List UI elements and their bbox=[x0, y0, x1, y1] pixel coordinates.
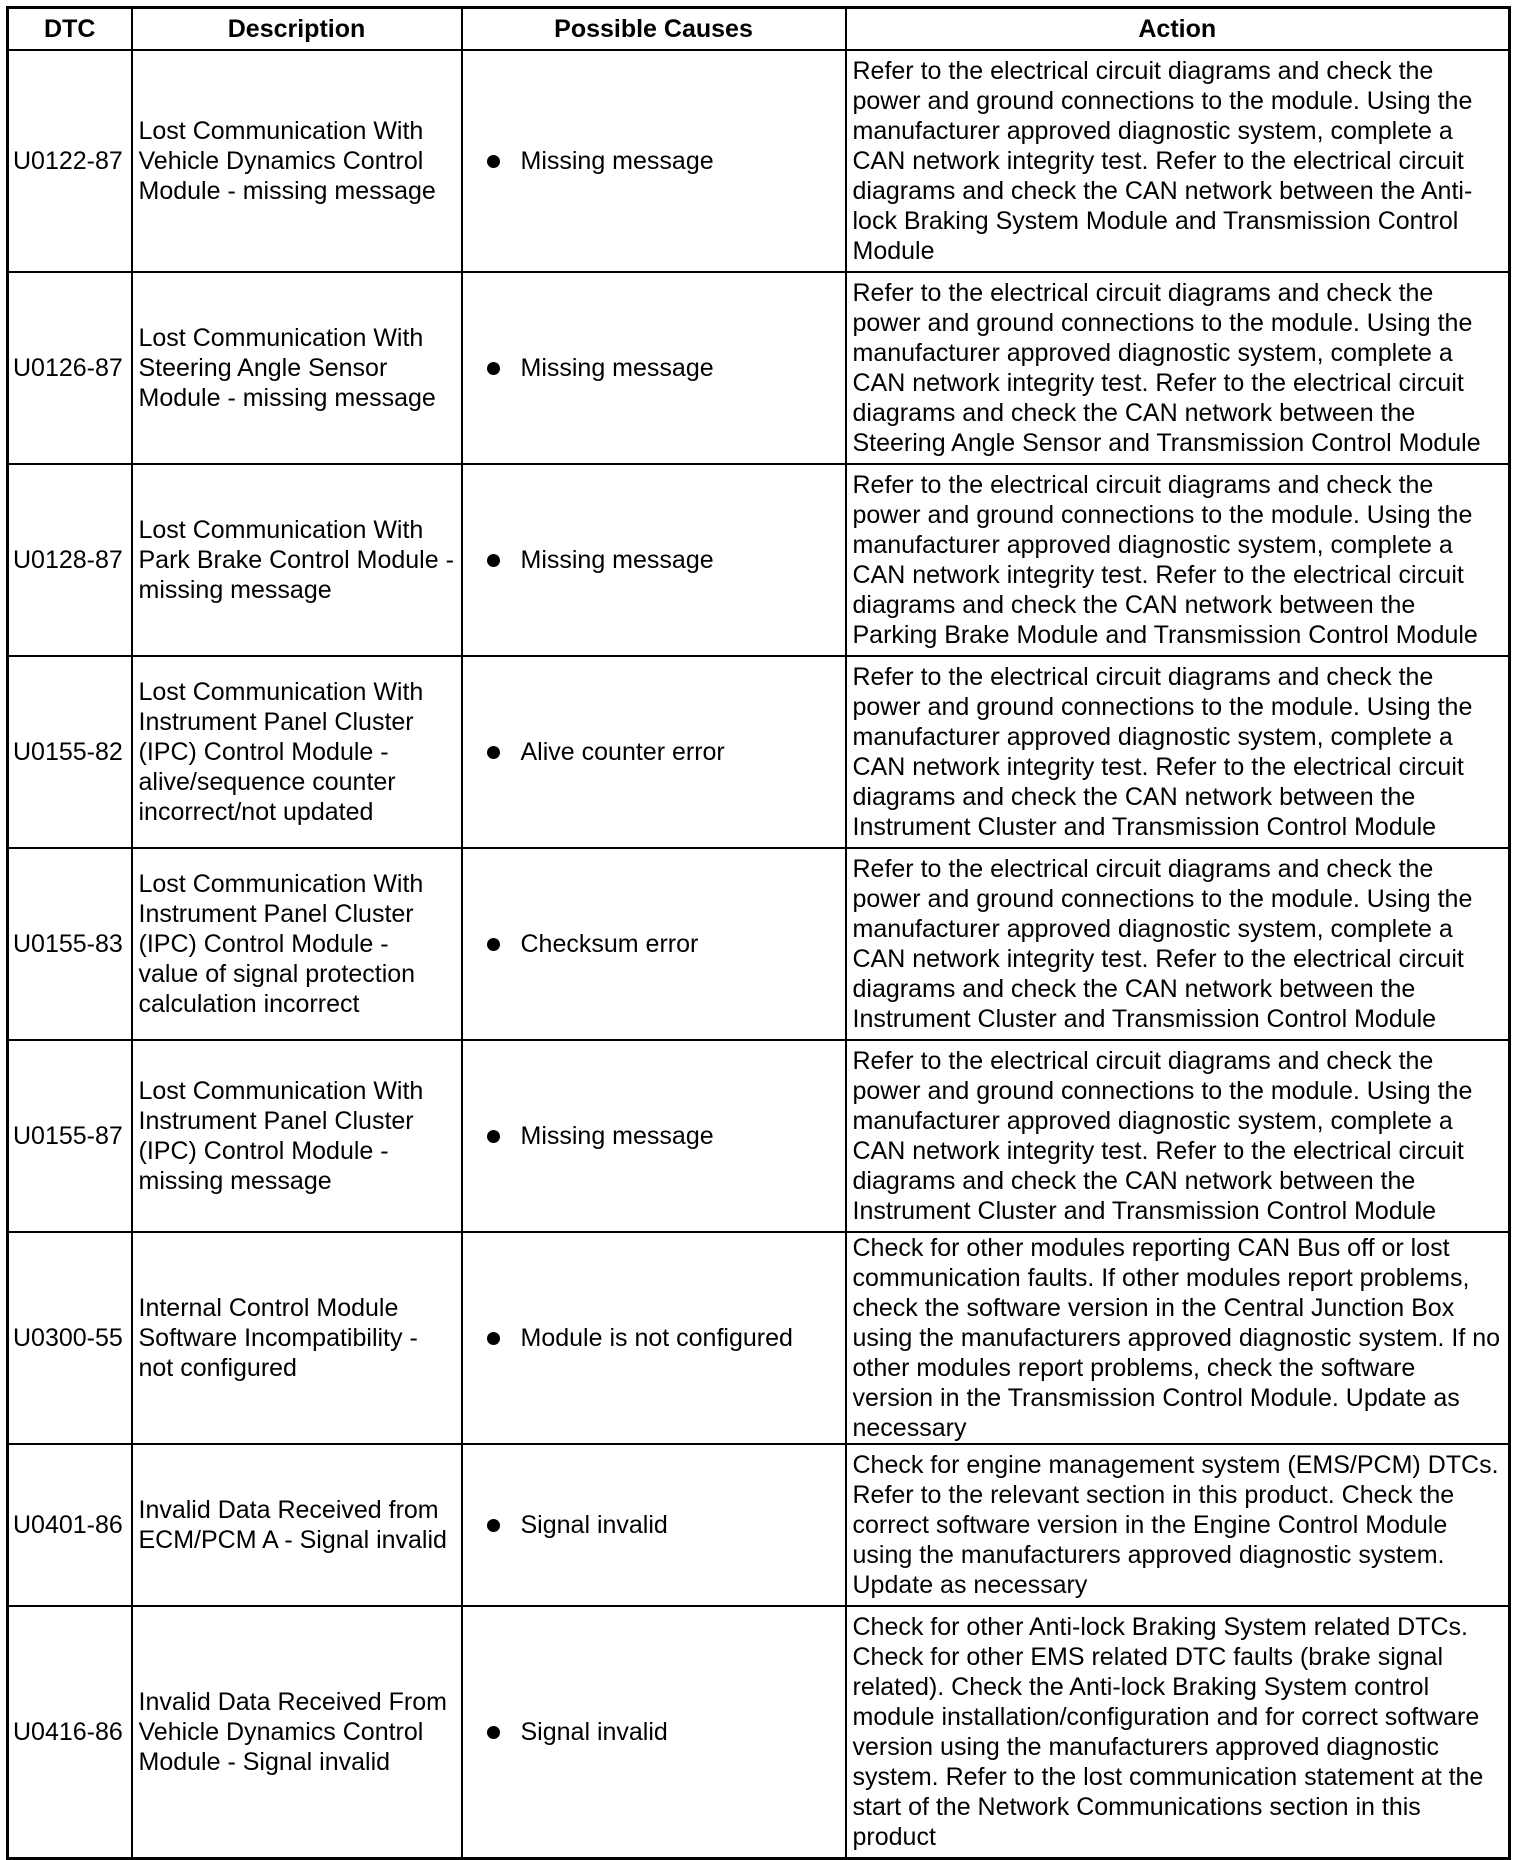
dtc-description: Lost Communication With Park Brake Control Module - missing message bbox=[132, 464, 462, 656]
table-row bbox=[8, 848, 1510, 1040]
table-row bbox=[8, 1606, 1510, 1859]
bullet-icon bbox=[487, 1332, 500, 1345]
dtc-description: Lost Communication With Steering Angle Sensor Module - missing message bbox=[132, 272, 462, 464]
possible-cause-cell bbox=[462, 272, 846, 464]
bullet-icon bbox=[487, 155, 500, 168]
bullet-icon bbox=[487, 554, 500, 567]
possible-cause-cell bbox=[462, 1232, 846, 1444]
dtc-description: Invalid Data Received from ECM/PCM A - Signal invalid bbox=[132, 1444, 462, 1606]
action-text: Refer to the electrical circuit diagrams and check the power and ground connections to the module. Using the manufacturer approved diagnostic system, complete a CAN network integrity test. Refer to the electrical circuit diagrams and check the CAN network between the Parking Brake Module and Transmission Control Module bbox=[846, 464, 1510, 656]
possible-cause-cell bbox=[462, 464, 846, 656]
possible-cause: Checksum error bbox=[520, 930, 699, 958]
dtc-description: Invalid Data Received From Vehicle Dynamics Control Module - Signal invalid bbox=[132, 1606, 462, 1859]
header-description: Description bbox=[132, 8, 462, 51]
table-row bbox=[8, 1232, 1510, 1444]
table-row bbox=[8, 50, 1510, 272]
action-text: Check for other Anti-lock Braking System related DTCs. Check for other EMS related DTC faults (brake signal related). Check the Anti-lock Braking System control module installation/configuration and for correct software version using the manufacturers approved diagnostic system. Refer to the lost communication statement at the start of the Network Communications section in this product bbox=[846, 1606, 1510, 1859]
table-row bbox=[8, 1040, 1510, 1232]
dtc-code: U0416-86 bbox=[8, 1606, 132, 1859]
dtc-code: U0128-87 bbox=[8, 464, 132, 656]
possible-cause-cell bbox=[462, 848, 846, 1040]
dtc-description: Lost Communication With Instrument Panel Cluster (IPC) Control Module - value of signal protection calculation incorrect bbox=[132, 848, 462, 1040]
possible-cause: Missing message bbox=[520, 546, 714, 574]
header-row bbox=[8, 8, 1510, 51]
dtc-description: Internal Control Module Software Incompatibility - not configured bbox=[132, 1232, 462, 1444]
dtc-table bbox=[6, 6, 1511, 1860]
possible-cause: Missing message bbox=[520, 1122, 714, 1150]
table-row bbox=[8, 656, 1510, 848]
dtc-description: Lost Communication With Instrument Panel Cluster (IPC) Control Module - alive/sequence counter incorrect/not updated bbox=[132, 656, 462, 848]
bullet-icon bbox=[487, 746, 500, 759]
possible-cause: Missing message bbox=[520, 354, 714, 382]
action-text: Check for other modules reporting CAN Bus off or lost communication faults. If other modules report problems, check the software version in the Central Junction Box using the manufacturers approved diagnostic system. If no other modules report problems, check the software version in the Transmission Control Module. Update as necessary bbox=[846, 1232, 1510, 1444]
action-text: Check for engine management system (EMS/PCM) DTCs. Refer to the relevant section in this product. Check the correct software version in the Engine Control Module using the manufacturers approved diagnostic system. Update as necessary bbox=[846, 1444, 1510, 1606]
header-possible-causes: Possible Causes bbox=[462, 8, 846, 51]
possible-cause: Signal invalid bbox=[520, 1718, 668, 1746]
action-text: Refer to the electrical circuit diagrams and check the power and ground connections to the module. Using the manufacturer approved diagnostic system, complete a CAN network integrity test. Refer to the electrical circuit diagrams and check the CAN network between the Anti-lock Braking System Module and Transmission Control Module bbox=[846, 50, 1510, 272]
table-row bbox=[8, 1444, 1510, 1606]
table-row bbox=[8, 464, 1510, 656]
dtc-code: U0155-87 bbox=[8, 1040, 132, 1232]
action-text: Refer to the electrical circuit diagrams and check the power and ground connections to the module. Using the manufacturer approved diagnostic system, complete a CAN network integrity test. Refer to the electrical circuit diagrams and check the CAN network between the Instrument Cluster and Transmission Control Module bbox=[846, 656, 1510, 848]
possible-cause: Alive counter error bbox=[520, 738, 725, 766]
action-text: Refer to the electrical circuit diagrams and check the power and ground connections to the module. Using the manufacturer approved diagnostic system, complete a CAN network integrity test. Refer to the electrical circuit diagrams and check the CAN network between the Instrument Cluster and Transmission Control Module bbox=[846, 1040, 1510, 1232]
possible-cause-cell bbox=[462, 50, 846, 272]
bullet-icon bbox=[487, 1519, 500, 1532]
possible-cause: Module is not configured bbox=[520, 1324, 793, 1352]
action-text: Refer to the electrical circuit diagrams and check the power and ground connections to the module. Using the manufacturer approved diagnostic system, complete a CAN network integrity test. Refer to the electrical circuit diagrams and check the CAN network between the Steering Angle Sensor and Transmission Control Module bbox=[846, 272, 1510, 464]
dtc-code: U0300-55 bbox=[8, 1232, 132, 1444]
dtc-description: Lost Communication With Vehicle Dynamics Control Module - missing message bbox=[132, 50, 462, 272]
bullet-icon bbox=[487, 1726, 500, 1739]
possible-cause-cell bbox=[462, 656, 846, 848]
dtc-code: U0401-86 bbox=[8, 1444, 132, 1606]
dtc-code: U0155-82 bbox=[8, 656, 132, 848]
dtc-code: U0122-87 bbox=[8, 50, 132, 272]
bullet-icon bbox=[487, 938, 500, 951]
possible-cause: Signal invalid bbox=[520, 1511, 668, 1539]
possible-cause-cell bbox=[462, 1606, 846, 1859]
bullet-icon bbox=[487, 1130, 500, 1143]
dtc-table-container bbox=[6, 6, 1508, 1860]
header-action: Action bbox=[846, 8, 1510, 51]
dtc-code: U0155-83 bbox=[8, 848, 132, 1040]
possible-cause-cell bbox=[462, 1040, 846, 1232]
bullet-icon bbox=[487, 362, 500, 375]
possible-cause: Missing message bbox=[520, 147, 714, 175]
dtc-code: U0126-87 bbox=[8, 272, 132, 464]
table-row bbox=[8, 272, 1510, 464]
header-dtc: DTC bbox=[8, 8, 132, 51]
dtc-description: Lost Communication With Instrument Panel Cluster (IPC) Control Module - missing message bbox=[132, 1040, 462, 1232]
action-text: Refer to the electrical circuit diagrams and check the power and ground connections to the module. Using the manufacturer approved diagnostic system, complete a CAN network integrity test. Refer to the electrical circuit diagrams and check the CAN network between the Instrument Cluster and Transmission Control Module bbox=[846, 848, 1510, 1040]
possible-cause-cell bbox=[462, 1444, 846, 1606]
